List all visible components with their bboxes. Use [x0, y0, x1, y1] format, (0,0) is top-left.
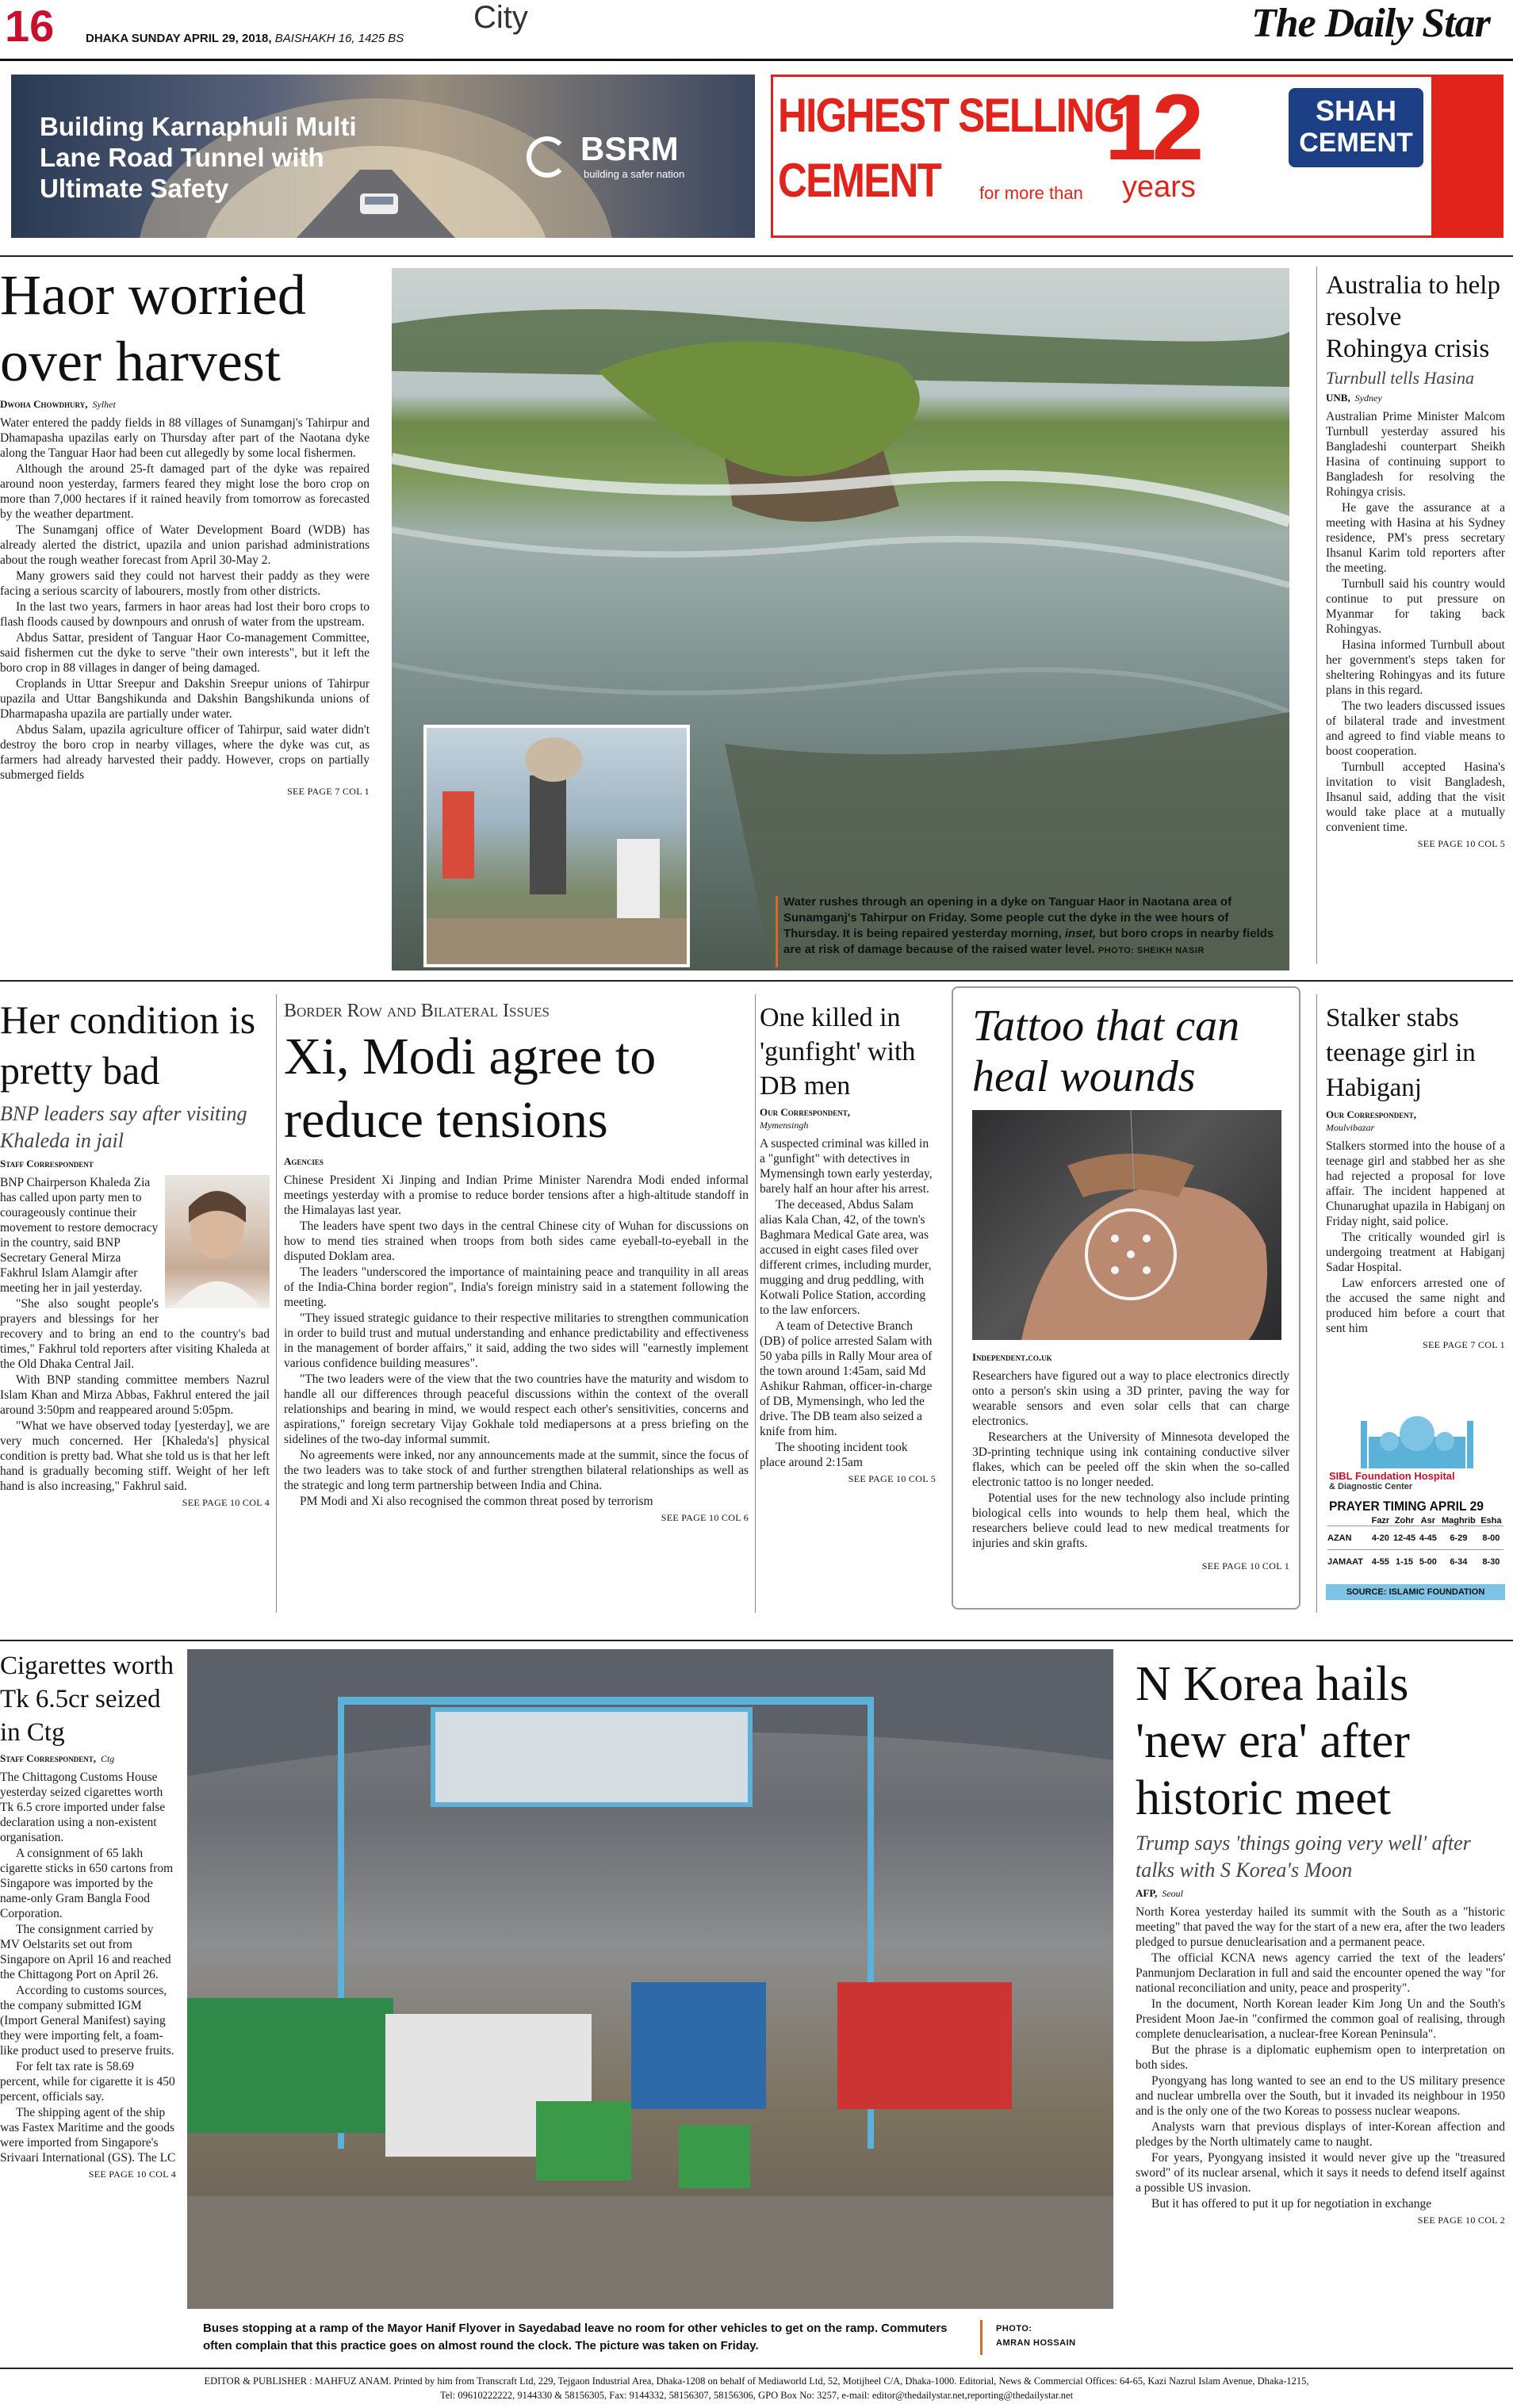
cigarettes-para: The shipping agent of the ship was Fastex Maritime and the goods were imported from Singapore's Srivaari International (GS). The LC	[0, 2106, 176, 2165]
prayer-header-row	[1327, 1516, 1503, 1526]
cigarettes-para: The Chittagong Customs House yesterday seized cigarettes worth Tk 6.5 crore imported under false declaration using a non-existent organisation.	[0, 1771, 166, 1844]
australia-subhead: Turnbull tells Hasina	[1326, 368, 1475, 388]
haor-caption-text-2: but boro crops in nearby fields are at risk of damage because of the raised water level.	[783, 927, 1274, 956]
xi-modi-para: No agreements were inked, nor any announcements made at the summit, since the focus of the two leaders was to take stock of and further strengthen bilateral relationships as well as the strategic and long term partnership between India and China.	[284, 1449, 749, 1492]
tattoo-para: Researchers at the University of Minnesota developed the 3D-printing technique using ink containing conductive silver flakes, which can be peeled off the skin when the so-called electronic tattoo is no longer needed.	[972, 1430, 1289, 1489]
masthead-rule	[0, 59, 1513, 61]
khaleda-headline[interactable]: Her condition is pretty bad	[0, 997, 256, 1093]
haor-para: Abdus Salam, upazila agriculture officer of Tahirpur, said water didn't destroy the boro crop in nearby villages, where the dyke was cut, as farmers had already harvested their paddy. However, crops on partially submerged fields	[0, 723, 370, 782]
cigarettes-byline	[0, 1752, 176, 1765]
australia-para: Australian Prime Minister Malcom Turnbull yesterday assured his Bangladeshi counterpart Sheikh Hasina of continuing support to Bangladesh for resolving the Rohingya crisis.	[1326, 410, 1505, 499]
stalker-para: The critically wounded girl is undergoing treatment at Habiganj Sadar Hospital.	[1326, 1231, 1505, 1274]
haor-body	[0, 415, 370, 783]
tattoo-see-page[interactable]: SEE PAGE 10 COL 1	[1201, 1560, 1289, 1572]
xi-modi-para: Chinese President Xi Jinping and Indian Prime Minister Narendra Modi ended informal meetings yesterday with a promise to reduce border tensions after a high-altitude standoff in the Himalayas last year.	[284, 1173, 749, 1217]
prayer-row-label: JAMAAT	[1327, 1556, 1364, 1567]
xi-modi-para: The leaders "underscored the importance of maintaining peace and tranquility in all areas of the India-China border region", India's foreign ministry said in a statement following the meeting.	[284, 1265, 749, 1309]
haor-para: The Sunamganj office of Water Development Board (WDB) has already alerted the district, upazila and union parishad administrations about the rough weather forecast from April 30-May 2.	[0, 523, 370, 567]
tattoo-para: Researchers have figured out a way to place electronics directly onto a person's skin using a 3D printer, paving the way for wearable sensors and even solar cells that can charge electronics.	[972, 1369, 1289, 1428]
section-label: City	[473, 0, 528, 35]
prayer-timing-box	[1326, 1413, 1505, 1602]
australia-para: Turnbull accepted Hasina's invitation to visit Bangladesh, Ihsanul said, adding that the visit would take place at a mutually convenient time.	[1326, 760, 1505, 834]
khaleda-portrait	[165, 1175, 270, 1308]
shah-more-than: for more than	[979, 183, 1083, 203]
prayer-sponsor	[1329, 1470, 1503, 1491]
nkorea-byline	[1136, 1887, 1505, 1900]
khaleda-portrait-art	[165, 1175, 270, 1308]
haor-headline[interactable]: Haor worried over harvest	[0, 263, 306, 393]
nkorea-byline-name: AFP,	[1136, 1887, 1158, 1899]
nkorea-para: But the phrase is a diplomatic euphemism open to interpretation on both sides.	[1136, 2043, 1505, 2072]
dateline-bs: BAISHAKH 16, 1425 BS	[274, 32, 404, 45]
khaleda-para: With BNP standing committee members Nazrul Islam Khan and Mirza Abbas, Fakhrul entered the jail around 3:50pm and reappeared around 5:05pm.	[0, 1373, 270, 1417]
australia-body	[1326, 409, 1505, 835]
bus-photo-credit	[996, 2322, 1076, 2350]
shah-logo	[1289, 88, 1423, 188]
nkorea-subhead: Trump says 'things going very well' after talks with S Korea's Moon	[1136, 1832, 1471, 1882]
xi-modi-byline	[284, 1155, 749, 1168]
shah-brand-2: CEMENT	[1299, 128, 1413, 158]
prayer-cell: 8-00	[1482, 1533, 1500, 1543]
bus-credit-name: AMRAN HOSSAIN	[996, 2338, 1076, 2348]
prayer-header-blank	[1327, 1516, 1369, 1526]
khaleda-para: "She also sought people's prayers and blessings for her recovery and to bring an end to the country's bad times," Fakhrul told reporters after visiting Khaleda at the Old Dhaka Central Jail.	[0, 1297, 270, 1371]
australia-para: Turnbull said his country would continue to put pressure on Myanmar for taking back Rohingyas.	[1326, 577, 1505, 636]
prayer-cell: 4-45	[1419, 1533, 1437, 1543]
tattoo-byline	[972, 1351, 1289, 1364]
cigarettes-para: A consignment of 65 lakh cigarette sticks in 650 cartons from Singapore was imported by the name-only Gram Bangla Food Corporation.	[0, 1847, 174, 1920]
prayer-row-label: AZAN	[1327, 1533, 1352, 1543]
nkorea-para: The official KCNA news agency carried the text of the leaders' Panmunjom Declaration in full and said the encounter opened the way "for national reconciliation and unity, peace and prosperity".	[1136, 1951, 1505, 1995]
prayer-cell: 12-45	[1392, 1533, 1416, 1543]
column-rule	[276, 994, 277, 1613]
prayer-cell: 5-00	[1419, 1556, 1437, 1567]
gunfight-byline	[760, 1106, 936, 1131]
prayer-title: PRAYER TIMING APRIL 29	[1329, 1499, 1484, 1514]
gunfight-para: A suspected criminal was killed in a "gunfight" with detectives in Mymensingh town early yesterday, barely half an hour after his arrest.	[760, 1137, 933, 1196]
dateline	[86, 32, 404, 45]
gunfight-headline[interactable]: One killed in 'gunfight' with DB men	[760, 1003, 916, 1101]
haor-caption-inset: inset,	[1064, 927, 1097, 940]
prayer-cell: 6-29	[1450, 1533, 1468, 1543]
footer-imprint	[0, 2374, 1513, 2402]
khaleda-byline	[0, 1158, 270, 1170]
khaleda-see-page[interactable]: SEE PAGE 10 COL 4	[182, 1497, 270, 1508]
tattoo-body	[972, 1369, 1289, 1551]
shah-red-stripe	[1431, 77, 1503, 238]
footer-rule	[0, 2368, 1513, 2369]
australia-para: He gave the assurance at a meeting with Hasina at his Sydney residence, PM's press secretary Ihsanul Karim told reporters after the meeting.	[1326, 501, 1505, 575]
stalker-byline-place: Moulvibazar	[1326, 1122, 1375, 1133]
tattoo-para: Potential uses for the new technology also include printing biological cells into wounds to help them heal, which the researchers believe could lead to new medical treatments for injuries and skin grafts.	[972, 1491, 1289, 1550]
stalker-byline-name: Our Correspondent,	[1326, 1108, 1417, 1120]
cigarettes-byline-name: Staff Correspondent,	[0, 1752, 96, 1764]
prayer-header-cell: Zohr	[1394, 1516, 1415, 1526]
prayer-cell: 8-30	[1482, 1556, 1500, 1567]
australia-byline-name: UNB,	[1326, 392, 1350, 404]
prayer-source: SOURCE: ISLAMIC FOUNDATION	[1326, 1584, 1505, 1600]
stalker-see-page[interactable]: SEE PAGE 7 COL 1	[1423, 1339, 1505, 1350]
prayer-sponsor-sub: & Diagnostic Center	[1329, 1482, 1413, 1491]
bsrm-ad[interactable]	[11, 75, 755, 238]
prayer-cell: 4-55	[1371, 1556, 1389, 1567]
prayer-header-cell: Fazr	[1371, 1516, 1390, 1526]
page-number: 16	[5, 1, 55, 51]
stalker-para: Stalkers stormed into the house of a teenage girl and stabbed her as she had rejected a proposal for love affair. The incident happened at Chunarughat upazila in Habiganj on Friday night, said police.	[1326, 1139, 1505, 1228]
haor-para: Water entered the paddy fields in 88 villages of Sunamganj's Tahirpur and Dhamapasha upazilas early on Thursday after part of the Naotana dyke along the Tanguar Haor had been cut allegedly by some local fishermen.	[0, 416, 370, 460]
prayer-table	[1327, 1516, 1503, 1574]
row-rule	[0, 1640, 1513, 1641]
masthead	[0, 0, 1513, 62]
stalker-body	[1326, 1139, 1505, 1336]
cigarettes-story	[0, 1649, 176, 2180]
haor-see-page[interactable]: SEE PAGE 7 COL 1	[287, 786, 370, 797]
xi-modi-para: "They issued strategic guidance to their respective militaries to strengthen communication in order to build trust and mutual understanding and enhance predictability and effectiveness in the management of border affairs," it said, adding the two sides will "earnestly implement various confidence building measures".	[284, 1311, 749, 1370]
stalker-story	[1326, 1001, 1505, 1351]
shah-years: years	[1122, 170, 1196, 204]
xi-modi-byline-name: Agencies	[284, 1155, 324, 1167]
ads-rule	[0, 255, 1513, 257]
prayer-sponsor-name: SIBL Foundation Hospital	[1329, 1470, 1455, 1482]
khaleda-subhead: BNP leaders say after visiting Khaleda in jail	[0, 1102, 247, 1152]
paper-name-logo: The Daily Star	[1251, 1, 1490, 46]
cigarettes-body	[0, 1770, 176, 2165]
khaleda-byline-name: Staff Correspondent	[0, 1158, 94, 1170]
shah-headline-2: CEMENT	[778, 154, 941, 207]
haor-inset-art	[427, 728, 688, 966]
nkorea-para: In the document, North Korean leader Kim Jong Un and the South's President Moon Jae-in "confirmed the common goal of realising, through complete denuclearisation, a nuclear-free Korean Peninsula".	[1136, 1997, 1505, 2041]
shah-number: 12	[1105, 75, 1200, 180]
column-rule	[1316, 266, 1317, 964]
xi-modi-para: PM Modi and Xi also recognised the common threat posed by terrorism	[300, 1495, 653, 1508]
haor-story	[0, 262, 370, 798]
australia-story	[1326, 270, 1505, 850]
xi-modi-para: The leaders have spent two days in the central Chinese city of Wuhan for discussions on how to mend ties strained when troops from both sides came eyeball-to-eyeball in the disputed Doklam area.	[284, 1219, 749, 1263]
tattoo-photo-art	[972, 1110, 1281, 1340]
nkorea-byline-place: Seoul	[1162, 1888, 1183, 1899]
haor-para: Many growers said they could not harvest their paddy as they were facing a serious scarcity of labourers, mostly from other districts.	[0, 569, 370, 598]
shah-headline-1: HIGHEST SELLING	[778, 89, 1124, 142]
haor-para: In the last two years, farmers in haor areas had lost their boro crops to flash floods caused by downpours and onrush of water from the upstream.	[0, 600, 370, 629]
shah-cement-ad[interactable]	[771, 75, 1503, 238]
haor-photo-credit: PHOTO: SHEIKH NASIR	[1097, 946, 1205, 955]
bsrm-tagline: building a safer nation	[584, 168, 685, 180]
bus-flyover-photo	[187, 1649, 1113, 2309]
tattoo-hand-photo	[972, 1110, 1281, 1340]
stalker-byline	[1326, 1108, 1505, 1134]
khaleda-story	[0, 994, 270, 1509]
prayer-cell: 1-15	[1396, 1556, 1414, 1567]
khaleda-para: BNP Chairperson Khaleda Zia has called upon party men to courageously continue their movement to restore democracy in the country, said BNP Secretary General Mirza Fakhrul Islam Alamgir after meeting her in jail yesterday.	[0, 1176, 159, 1295]
prayer-header-cell: Esha	[1480, 1516, 1502, 1526]
bsrm-brand: BSRM	[580, 130, 679, 167]
bus-caption: Buses stopping at a ramp of the Mayor Hanif Flyover in Sayedabad leave no room for other vehicles to get on the ramp. Commuters often complain that this practice goes on almost round the clock. The picture was taken on Friday.	[203, 2322, 948, 2352]
cigarettes-para: The consignment carried by MV Oelstarits set out from Singapore on April 16 and reached the Chittagong Port on April 26.	[0, 1923, 171, 1981]
australia-headline[interactable]: Australia to help resolve Rohingya crisis	[1326, 271, 1500, 363]
gunfight-byline-name: Our Correspondent,	[760, 1106, 851, 1118]
stalker-headline[interactable]: Stalker stabs teenage girl in Habiganj	[1326, 1004, 1476, 1102]
haor-byline-name: Dwoha Chowdhury,	[0, 398, 88, 410]
gunfight-byline-place: Mymensingh	[760, 1120, 809, 1131]
gunfight-para: The deceased, Abdus Salam alias Kala Chan, 42, of the town's Baghmara Medical Gate area, was accused in eight cases filed over different crimes, including murder, mugging and drug peddling, with Kotwali Police Station, according to the law enforcers.	[760, 1198, 932, 1317]
haor-caption-text-1: Water rushes through an opening in a dyke on Tanguar Haor in Naotana area of Sunamganj's Tahirpur on Friday. Some people cut the dyke in the wee hours of Thursday. It is being repaired yesterday morning,	[783, 895, 1232, 940]
tattoo-story	[972, 1001, 1289, 1572]
prayer-row	[1327, 1550, 1503, 1574]
xi-modi-headline[interactable]: Xi, Modi agree to reduce tensions	[284, 1028, 657, 1149]
cigarettes-para: For felt tax rate is 58.69 percent, while for cigarette it is 450 percent, officials say.	[0, 2060, 175, 2104]
gunfight-para: The shooting incident took place around 2:15am	[760, 1441, 908, 1469]
nkorea-see-page[interactable]: SEE PAGE 10 COL 2	[1417, 2215, 1505, 2226]
nkorea-story	[1136, 1656, 1505, 2226]
khaleda-para: "What we have observed today [yesterday], we are very much concerned. Her [Khaleda's] physical condition is pretty bad. What she told us is that her left hand is gradually becoming stiff. Weight of her left hand is also increasing," Fakhrul said.	[0, 1419, 270, 1493]
nkorea-para: Pyongyang has long wanted to see an end to the US military presence and nuclear umbrella over the South, but it invaded its neighbour in 1950 and is the only one of the two Koreas to possess nuclear weapons.	[1136, 2074, 1505, 2118]
australia-byline	[1326, 392, 1505, 404]
column-rule	[1316, 994, 1317, 1613]
haor-para: Croplands in Uttar Sreepur and Dakshin Sreepur unions of Tahirpur upazila and Uttar Bangshikunda and Dakshin Bangshikunda unions of Dharmapasha upazila are partially under water.	[0, 677, 370, 721]
bsrm-ad-text: Building Karnaphuli Multi Lane Road Tunnel with Ultimate Safety	[40, 112, 357, 203]
cigarettes-byline-place: Ctg	[100, 1753, 115, 1764]
australia-see-page[interactable]: SEE PAGE 10 COL 5	[1417, 838, 1505, 849]
mosque-icon	[1358, 1413, 1477, 1468]
nkorea-para: Analysts warn that previous displays of inter-Korean affection and pledges by the North ultimately came to naught.	[1136, 2120, 1505, 2149]
xi-modi-story	[284, 1001, 749, 1524]
row-rule	[0, 980, 1513, 982]
xi-modi-para: "The two leaders were of the view that the two countries have the maturity and wisdom to handle all our differences through peaceful discussions within the context of the overall relationships and bearing in mind, we would respect each other's sensitivities, concerns and aspirations," foreign secretary Vijay Gokhale told mediapersons at a press briefing on the sidelines of the two-day informal summit.	[284, 1372, 749, 1446]
haor-byline	[0, 398, 370, 411]
tattoo-headline[interactable]: Tattoo that can heal wounds	[972, 1001, 1240, 1101]
gunfight-story	[760, 1001, 936, 1485]
haor-inset-photo	[423, 725, 690, 967]
bsrm-swirl-icon	[527, 136, 568, 178]
gunfight-body	[760, 1136, 936, 1470]
bus-caption-bar	[980, 2320, 982, 2355]
gunfight-para: A team of Detective Branch (DB) of police arrested Salam with 50 yaba pills in Rally Mour area of the town around 1:45am, said Md Ashikur Rahman, officer-in-charge of DB, Mymensingh, who led the drive. The DB team also seized a knife from him.	[760, 1319, 933, 1438]
xi-modi-body	[284, 1173, 749, 1509]
dateline-date: DHAKA SUNDAY APRIL 29, 2018,	[86, 32, 272, 45]
cigarettes-see-page[interactable]: SEE PAGE 10 COL 4	[88, 2169, 176, 2180]
column-rule	[755, 994, 756, 1613]
stalker-para: Law enforcers arrested one of the accused the same night and produced him before a court that sent him	[1326, 1277, 1505, 1335]
nkorea-para: North Korea yesterday hailed its summit with the South as a "historic meeting" that paved the way for the start of a new era, after the two leaders pledged to pursue denuclearisation and a permanent peace.	[1136, 1905, 1505, 1949]
footer-imprint-line-1: EDITOR & PUBLISHER : MAHFUZ ANAM. Printed by him from Transcraft Ltd, 229, Tejgaon Industrial Area, Dhaka-1208 on behalf of Mediaworld Ltd, 52, Motijheel C/A, Dhaka-1000. Editorial, News & Commercial Offices: 64-65, Kazi Nazrul Islam Avenue, Dhaka-1215,	[204, 2375, 1309, 2387]
nkorea-para: For years, Pyongyang insisted it would never give up the "treasured sword" of its nuclear arsenal, which it says it needs to defend itself against a possible US invasion.	[1136, 2151, 1505, 2195]
bus-credit-label: PHOTO:	[996, 2324, 1032, 2333]
haor-para: Although the around 25-ft damaged part of the dyke was repaired around noon yesterday, farmers feared they might lose the boro crop on more than 7,000 hectares if it rained heavily from tomorrow as forecasted by the weather department.	[0, 462, 370, 521]
prayer-cell: 6-34	[1450, 1556, 1468, 1567]
cigarettes-headline[interactable]: Cigarettes worth Tk 6.5cr seized in Ctg	[0, 1652, 174, 1747]
haor-caption-bar	[776, 896, 778, 967]
nkorea-para: But it has offered to put it up for negotiation in exchange	[1151, 2197, 1432, 2211]
australia-byline-place: Sydney	[1354, 392, 1382, 404]
haor-para: Abdus Sattar, president of Tanguar Haor Co-management Committee, said fishermen cut the dyke to serve "their own interests", but it left the boro crop in 88 villages in danger of being damaged.	[0, 631, 370, 675]
cigarettes-para: According to customs sources, the company submitted IGM (Import General Manifest) saying they were importing felt, a foam-like product used to preserve fruits.	[0, 1984, 174, 2058]
prayer-cell: 4-20	[1371, 1533, 1389, 1543]
footer-imprint-line-2: Tel: 09610222222, 9144330 & 58156305, Fax: 9144332, 58156307, 58156306, GPO Box No: 3257, e-mail: editor@thedailystar.net,reporting@thedailystar.net	[439, 2390, 1074, 2401]
australia-para: The two leaders discussed issues of bilateral trade and investment and agreed to find viable means to boost cooperation.	[1326, 699, 1505, 758]
haor-byline-place: Sylhet	[92, 399, 116, 410]
gunfight-see-page[interactable]: SEE PAGE 10 COL 5	[848, 1473, 936, 1484]
nkorea-headline[interactable]: N Korea hails 'new era' after historic meet	[1136, 1657, 1410, 1825]
prayer-header-cell: Asr	[1420, 1516, 1436, 1526]
bus-photo-art	[187, 1649, 1113, 2309]
xi-modi-kicker: Border Row and Bilateral Issues	[284, 1001, 550, 1021]
xi-modi-see-page[interactable]: SEE PAGE 10 COL 6	[661, 1512, 749, 1523]
australia-para: Hasina informed Turnbull about her government's steps taken for sheltering Rohingyas and its future plans in this regard.	[1326, 638, 1505, 697]
prayer-row	[1327, 1526, 1503, 1550]
prayer-header-cell: Maghrib	[1441, 1516, 1476, 1526]
nkorea-body	[1136, 1905, 1505, 2211]
haor-caption	[783, 894, 1288, 959]
bsrm-logo	[527, 132, 717, 187]
tattoo-byline-name: Independent.co.uk	[972, 1351, 1052, 1363]
shah-brand-1: SHAH	[1315, 94, 1396, 127]
